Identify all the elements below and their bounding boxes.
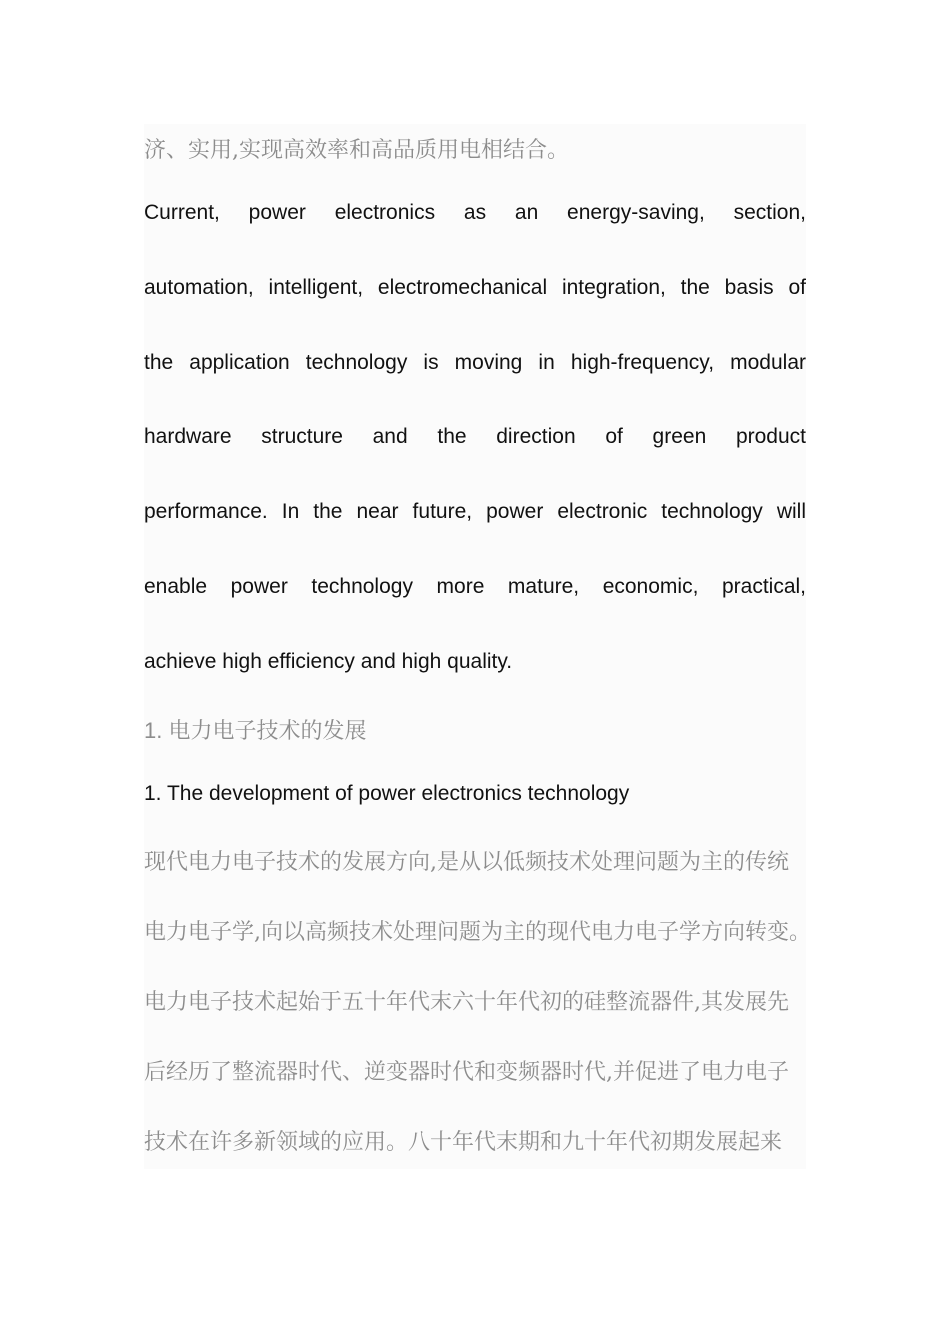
paragraph-zh-line: 后经历了整流器时代、逆变器时代和变频器时代,并促进了电力电子	[144, 1060, 789, 1085]
section-heading-zh: 1. 电力电子技术的发展	[144, 718, 367, 743]
paragraph-en-line: achieve high efficiency and high quality.	[144, 650, 513, 673]
intro-zh-tail: 济、实用,实现高效率和高品质用电相结合。	[144, 138, 569, 163]
paragraph-zh-line: 现代电力电子技术的发展方向,是从以低频技术处理问题为主的传统	[144, 850, 789, 875]
paragraph-zh-line: 技术在许多新领域的应用。八十年代末期和九十年代初期发展起来	[144, 1130, 783, 1155]
paragraph-en-line: hardware structure and the direction of green product	[144, 425, 806, 448]
paragraph-en-line: the application technology is moving in high-frequency, modular	[144, 351, 806, 374]
paragraph-en-line: enable power technology more mature, economic, practical,	[144, 575, 806, 598]
paragraph-en-line: performance. In the near future, power electronic technology will	[144, 500, 806, 523]
paragraph-en-line: automation, intelligent, electromechanical integration, the basis of	[144, 276, 806, 299]
paragraph-en-line: Current, power electronics as an energy-saving, section,	[144, 201, 806, 224]
paragraph-zh-line: 电力电子学,向以高频技术处理问题为主的现代电力电子学方向转变。	[144, 920, 811, 945]
paragraph-zh-line: 电力电子技术起始于五十年代末六十年代初的硅整流器件,其发展先	[144, 990, 789, 1015]
section-heading-en: 1. The development of power electronics technology	[144, 782, 630, 805]
